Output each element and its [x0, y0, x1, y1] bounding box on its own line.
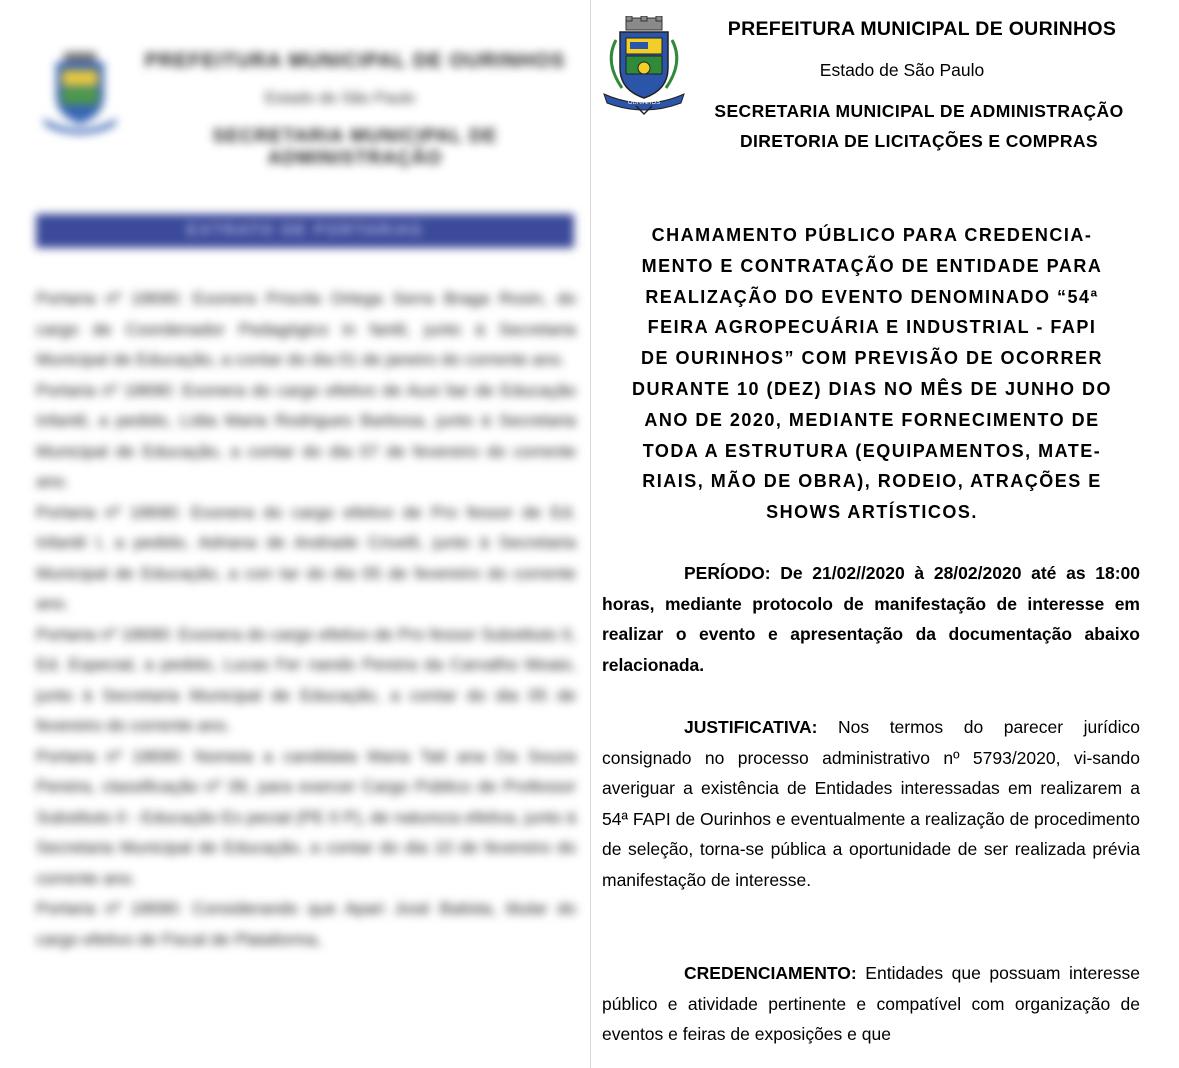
seal-ribbon-text: OURINHOS — [627, 100, 661, 106]
credenciamento-label: CREDENCIAMENTO: — [684, 963, 857, 983]
left-paragraph: Portaria nº 18690: Exonera do cargo efetivo de Pro fessor Substituto II, Ed. Especial, a pedido, Lucas Fer nando Pereira da Carvalho Moaio, junto à Secretaria Municipal de Educação, a contar do dia 05 de fevereiro do corrente ano. — [36, 624, 576, 735]
notice-title-line: CHAMAMENTO PÚBLICO PARA CREDENCIA- — [651, 225, 1093, 245]
notice-title-line: TODA A ESTRUTURA (EQUIPAMENTOS, MATE- — [642, 440, 1102, 461]
left-header-secretariat: SECRETARIA MUNICIPAL DE ADMINISTRAÇÃO — [212, 126, 498, 169]
left-header-state: Estado de São Paulo — [264, 90, 416, 107]
coat-of-arms-icon — [602, 16, 686, 116]
notice-title — [602, 220, 1142, 528]
notice-title-line: DURANTE 10 (DEZ) DIAS NO MÊS DE JUNHO DO — [631, 378, 1113, 399]
periodo-text: De 21/02//2020 à 28/02/2020 até as 18:00 horas, mediante protocolo de manifestação de interesse em realizar o evento e apresentação da documentação abaixo relacionada. — [602, 563, 1140, 675]
notice-title-line: RIAIS, MÃO DE OBRA), RODEIO, ATRAÇÕES E — [642, 471, 1102, 492]
periodo-label: PERÍODO: — [684, 563, 771, 583]
left-paragraph: Portaria nº 18690: Exonera do cargo efetivo de Pro fessor de Ed. Infantil I, a pedido, Adriana de Andrade Crivelli, junto à Secretaria Municipal de Educação, a con tar do dia 05 de fevereiro do corrente ano. — [36, 502, 576, 613]
header-title: PREFEITURA MUNICIPAL DE OURINHOS — [727, 18, 1117, 40]
notice-title-line: FEIRA AGROPECUÁRIA E INDUSTRIAL - FAPI — [647, 317, 1097, 338]
left-section-band: EXTRATO DE PORTARIAS — [36, 214, 574, 248]
left-paragraph: Portaria nº 18690: Exonera do cargo efetivo de Auxi liar de Educação Infantil, a pedido, Lídia Maria Rodrigues Barbosa, junto à Secretaria Municipal de Educação, a contar do dia 07 de fevereiro do corrente ano. — [36, 380, 576, 491]
header-department — [696, 96, 1142, 156]
justificativa-paragraph — [602, 712, 1140, 895]
justificativa-text: Nos termos do parecer jurídico consignado no processo administrativo nº 5793/2020, vi-sando averiguar a existência de Entidades interessadas em realizarem a 54ª FAPI de Ourinhos e eventualmente a realização de procedimento de seleção, torna-se pública a oportunidade de ser realizada prévia manifestação de interesse. — [602, 717, 1140, 890]
left-paragraph: Portaria nº 18690: Nomeia a candidata Maria Tati ana Da Souza Pereira, classificação nº 39, para exercer Cargo Público de Professor Substituto II - Educação Es pecial (PE II P), de natureza efetiva, junto à Secretaria Municipal de Educação, a contar do dia 10 de fevereiro do corrente ano. — [36, 746, 576, 888]
credenciamento-paragraph — [602, 958, 1140, 1050]
left-coat-of-arms-icon — [40, 52, 120, 136]
right-page — [602, 0, 1142, 1068]
header-secretariat: SECRETARIA MUNICIPAL DE ADMINISTRAÇÃO — [714, 101, 1124, 121]
column-divider — [590, 0, 591, 1068]
notice-title-line: REALIZAÇÃO DO EVENTO DENOMINADO “54ª — [645, 286, 1099, 307]
header-directorate: DIRETORIA DE LICITAÇÕES E COMPRAS — [739, 131, 1099, 151]
left-paragraph: Portaria nº 18690: Considerando que Apari José Batista, titular do cargo efetivo de Fiscal de Plataforma, — [36, 899, 576, 949]
credenciamento-text: Entidades que possuam interesse público e atividade pertinente e compatível com organização de eventos e feiras de exposições e que — [602, 963, 1140, 1044]
justificativa-label: JUSTIFICATIVA: — [684, 717, 818, 737]
left-paragraph: Portaria nº 18690: Exonera Priscila Ortega Serra Braga Rosin, do cargo de Coordenador Pedagógico in fantil, junto à Secretaria Municipal de Educação, a contar do dia 01 de janeiro do corrente ano. — [36, 289, 576, 369]
notice-title-line: ANO DE 2020, MEDIANTE FORNECIMENTO DE — [644, 409, 1100, 430]
periodo-paragraph — [602, 558, 1140, 680]
notice-title-line: SHOWS ARTÍSTICOS. — [766, 502, 978, 523]
left-header-title: PREFEITURA MUNICIPAL DE OURINHOS — [144, 50, 566, 72]
header-state: Estado de São Paulo — [819, 60, 985, 80]
notice-title-line: MENTO E CONTRATAÇÃO DE ENTIDADE PARA — [641, 255, 1103, 276]
left-body-text — [36, 284, 576, 955]
notice-title-line: DE OURINHOS” COM PREVISÃO DE OCORRER — [640, 348, 1104, 369]
